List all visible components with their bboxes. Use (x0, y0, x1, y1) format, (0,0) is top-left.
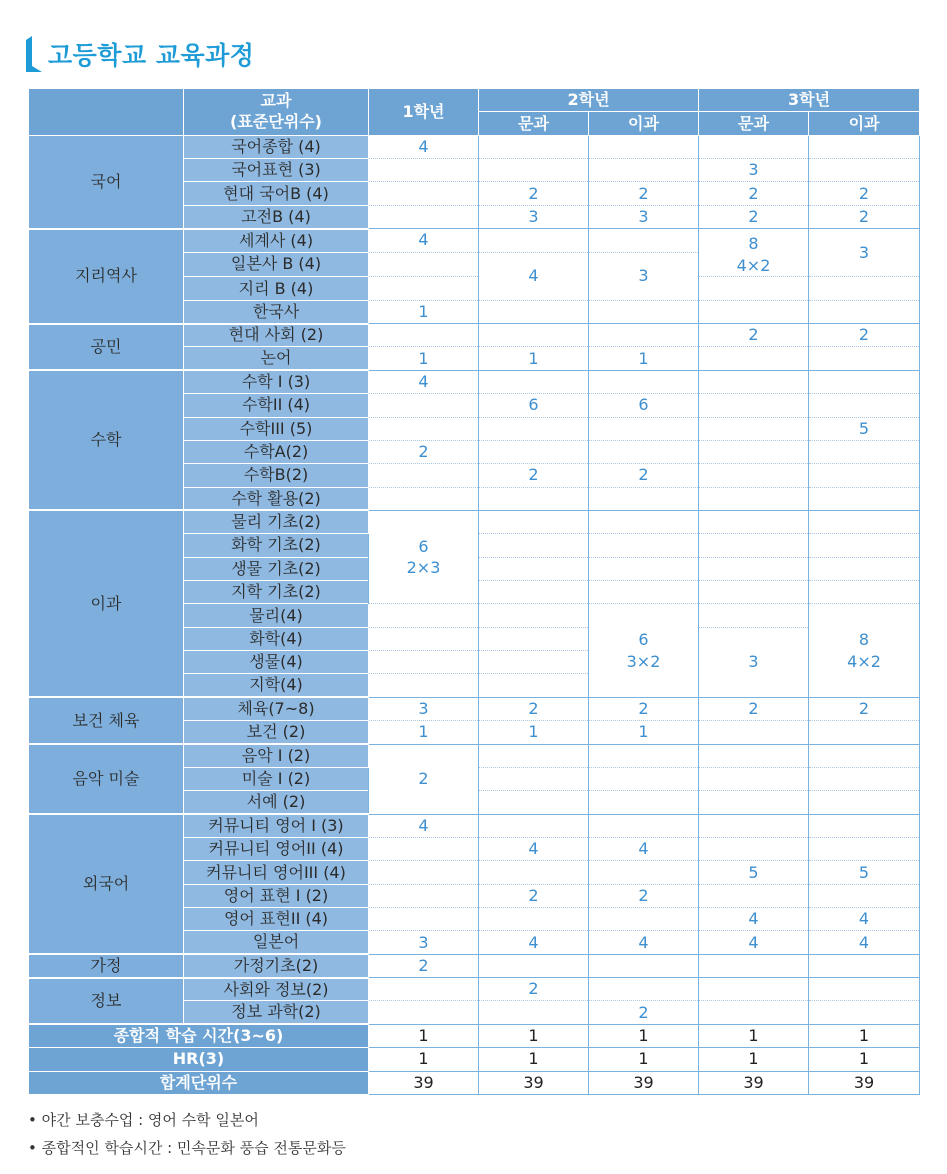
subject-name: 가정기초(2) (184, 954, 369, 977)
category-label: 수학 (29, 370, 184, 510)
value-grade2-humanities (479, 767, 589, 790)
subject-name: 커뮤니티 영어III (4) (184, 861, 369, 884)
value-grade2-humanities: 2 (479, 884, 589, 907)
total-label: 합계단위수 (29, 1071, 369, 1094)
value-grade1: 1 (369, 347, 479, 370)
value-grade1: 2 (369, 440, 479, 463)
value-grade1: 4 (369, 370, 479, 393)
value-grade3-science (809, 347, 920, 370)
value-grade2-science (589, 324, 699, 347)
value-grade3-science: 2 (809, 324, 920, 347)
total-value-grade2-humanities: 1 (479, 1048, 589, 1071)
value-grade2-science: 2 (589, 464, 699, 487)
subject-name: 영어 표현 I (2) (184, 884, 369, 907)
value-grade2-humanities: 3 (479, 205, 589, 228)
value-total: 6 (638, 630, 649, 649)
value-grade3-humanities (699, 557, 809, 580)
value-grade1 (369, 884, 479, 907)
value-grade3-science: 2 (809, 182, 920, 205)
header-grade2: 2학년 (479, 89, 699, 112)
subject-name: 물리(4) (184, 604, 369, 627)
category-label: 외국어 (29, 814, 184, 954)
header-grade3-humanities: 문과 (699, 112, 809, 135)
table-row (29, 978, 920, 1001)
value-grade2-humanities (479, 1001, 589, 1024)
value-grade1: 3 (369, 697, 479, 720)
table-row (29, 370, 920, 393)
value-grade2-science (589, 744, 699, 767)
table-row (29, 814, 920, 837)
total-value-grade3-humanities: 1 (699, 1024, 809, 1047)
subject-name: 국어표현 (3) (184, 159, 369, 182)
subject-name: 한국사 (184, 300, 369, 323)
value-grade3-science (809, 300, 920, 323)
subject-name: 미술 I (2) (184, 767, 369, 790)
value-grade3-science: 4 (809, 908, 920, 931)
value-grade3-science (809, 440, 920, 463)
value-grade3-humanities (699, 394, 809, 417)
value-grade3-humanities (699, 534, 809, 557)
value-grade2-science (589, 978, 699, 1001)
value-grade2-humanities: 4 (479, 252, 589, 300)
footnote-integrated-study: • 종합적인 학습시간 : 민속문화 풍습 전통문화등 (28, 1139, 346, 1157)
value-grade3-humanities (699, 954, 809, 977)
table-row (29, 135, 920, 158)
value-grade2-science (589, 557, 699, 580)
value-grade2-humanities (479, 159, 589, 182)
value-grade3-humanities (699, 487, 809, 510)
value-grade3-science (809, 487, 920, 510)
value-grade3-science (809, 604, 920, 697)
value-grade1: 4 (369, 814, 479, 837)
total-value-grade3-science: 1 (809, 1048, 920, 1071)
value-grade1 (369, 464, 479, 487)
value-grade3-humanities (699, 581, 809, 604)
total-value-grade2-science: 1 (589, 1024, 699, 1047)
subject-name: 현대 국어B (4) (184, 182, 369, 205)
value-grade3-humanities (699, 604, 809, 627)
value-grade1 (369, 252, 479, 277)
value-grade2-humanities (479, 908, 589, 931)
value-grade2-science (589, 135, 699, 158)
total-value-grade3-science: 1 (809, 1024, 920, 1047)
value-grade1: 2 (369, 954, 479, 977)
subject-name: 수학 I (3) (184, 370, 369, 393)
value-grade2-humanities (479, 604, 589, 627)
header-corner (29, 89, 184, 136)
value-grade2-science (589, 440, 699, 463)
value-grade2-science (589, 814, 699, 837)
value-breakdown: 4×2 (736, 255, 771, 275)
value-grade2-science: 6 (589, 394, 699, 417)
subject-name: 세계사 (4) (184, 229, 369, 252)
value-grade1 (369, 487, 479, 510)
header-subject (184, 89, 369, 136)
subject-name: 현대 사회 (2) (184, 324, 369, 347)
value-grade1 (369, 159, 479, 182)
value-grade2-humanities (479, 487, 589, 510)
total-value-grade2-humanities: 1 (479, 1024, 589, 1047)
curriculum-table-body (29, 89, 920, 1095)
subject-name: 생물 기초(2) (184, 557, 369, 580)
subject-name: 생물(4) (184, 651, 369, 674)
value-grade2-humanities (479, 370, 589, 393)
value-grade2-humanities (479, 861, 589, 884)
value-grade1 (369, 674, 479, 697)
page-title-text: 고등학교 교육과정 (48, 41, 255, 70)
value-grade2-humanities (479, 627, 589, 650)
value-grade2-humanities: 4 (479, 931, 589, 954)
value-grade2-humanities (479, 440, 589, 463)
value-grade2-humanities: 2 (479, 697, 589, 720)
value-grade2-science: 4 (589, 837, 699, 860)
category-label: 공민 (29, 324, 184, 371)
subject-name: 서예 (2) (184, 791, 369, 814)
value-grade2-humanities (479, 324, 589, 347)
value-grade1: 4 (369, 229, 479, 252)
value-grade2-science (589, 487, 699, 510)
value-grade1 (369, 1001, 479, 1024)
value-grade3-science (809, 814, 920, 837)
category-label: 지리역사 (29, 229, 184, 324)
value-grade1 (369, 182, 479, 205)
table-row (29, 510, 920, 533)
total-value-grade1: 1 (369, 1048, 479, 1071)
subject-name: 논어 (184, 347, 369, 370)
value-grade3-humanities: 2 (699, 324, 809, 347)
value-grade3-humanities: 5 (699, 861, 809, 884)
value-grade2-science (589, 581, 699, 604)
total-value-grade3-science: 39 (809, 1071, 920, 1094)
value-grade2-humanities (479, 814, 589, 837)
value-grade3-science (809, 744, 920, 767)
value-grade2-science (589, 159, 699, 182)
total-value-grade1: 1 (369, 1024, 479, 1047)
header-grade3: 3학년 (699, 89, 920, 112)
value-grade2-humanities (479, 135, 589, 158)
value-grade2-science (589, 604, 699, 697)
value-grade3-humanities (699, 884, 809, 907)
value-grade1 (369, 837, 479, 860)
table-row (29, 229, 920, 252)
value-grade3-science: 3 (809, 229, 920, 277)
value-grade2-science (589, 510, 699, 533)
value-grade2-science (589, 767, 699, 790)
value-grade2-science: 4 (589, 931, 699, 954)
value-total: 6 (418, 536, 429, 556)
header-row-top (29, 89, 920, 112)
value-grade1 (369, 394, 479, 417)
value-grade3-science (809, 954, 920, 977)
value-grade1: 1 (369, 721, 479, 744)
value-grade1 (369, 277, 479, 300)
value-grade2-science: 2 (589, 884, 699, 907)
curriculum-table (28, 88, 920, 1095)
value-grade1 (369, 417, 479, 440)
value-grade2-science: 2 (589, 697, 699, 720)
value-grade2-humanities (479, 229, 589, 252)
value-grade2-humanities: 2 (479, 978, 589, 1001)
value-grade3-science (809, 557, 920, 580)
value-grade2-science: 1 (589, 347, 699, 370)
value-grade2-science (589, 417, 699, 440)
value-grade3-humanities (699, 510, 809, 533)
value-grade2-humanities: 1 (479, 347, 589, 370)
table-row (29, 744, 920, 767)
header-grade3-science: 이과 (809, 112, 920, 135)
value-grade1: 1 (369, 300, 479, 323)
value-grade1 (369, 205, 479, 228)
value-grade2-science: 1 (589, 721, 699, 744)
value-grade3-humanities: 2 (699, 182, 809, 205)
value-grade3-humanities: 2 (699, 205, 809, 228)
value-grade3-science (809, 884, 920, 907)
value-grade2-humanities (479, 510, 589, 533)
category-label: 보건 체육 (29, 697, 184, 744)
value-grade3-humanities (699, 978, 809, 1001)
title-corner-icon (26, 36, 42, 72)
value-grade2-humanities (479, 791, 589, 814)
total-row (29, 1024, 920, 1047)
subject-name: 수학III (5) (184, 417, 369, 440)
value-grade3-science (809, 394, 920, 417)
header-grade2-humanities: 문과 (479, 112, 589, 135)
value-grade2-humanities (479, 581, 589, 604)
value-grade1: 3 (369, 931, 479, 954)
page-title (26, 34, 254, 74)
value-grade3-science (809, 510, 920, 533)
value-grade2-humanities: 4 (479, 837, 589, 860)
value-grade2-science: 2 (589, 1001, 699, 1024)
value-grade3-humanities (699, 440, 809, 463)
subject-name: 수학 활용(2) (184, 487, 369, 510)
value-grade3-science: 2 (809, 205, 920, 228)
value-grade2-humanities: 6 (479, 394, 589, 417)
value-grade3-science: 5 (809, 861, 920, 884)
value-grade2-humanities (479, 744, 589, 767)
table-row (29, 697, 920, 720)
subject-name: 수학B(2) (184, 464, 369, 487)
category-label: 국어 (29, 135, 184, 228)
value-grade2-humanities (479, 417, 589, 440)
table-row (29, 324, 920, 347)
value-grade3-humanities: 3 (699, 627, 809, 697)
header-grade2-science: 이과 (589, 112, 699, 135)
subject-name: 지리 B (4) (184, 277, 369, 300)
subject-name: 화학(4) (184, 627, 369, 650)
category-label: 음악 미술 (29, 744, 184, 814)
value-grade2-science (589, 791, 699, 814)
total-label: 종합적 학습 시간(3~6) (29, 1024, 369, 1047)
category-label: 가정 (29, 954, 184, 977)
category-label: 정보 (29, 978, 184, 1025)
subject-name: 일본어 (184, 931, 369, 954)
value-grade3-science (809, 581, 920, 604)
value-grade3-science (809, 370, 920, 393)
value-grade1: 4 (369, 135, 479, 158)
value-breakdown: 2×3 (406, 558, 441, 578)
value-grade3-humanities (699, 300, 809, 323)
value-grade3-science: 4 (809, 931, 920, 954)
value-grade2-science (589, 534, 699, 557)
subject-name: 체육(7~8) (184, 697, 369, 720)
value-grade3-humanities: 2 (699, 697, 809, 720)
subject-name: 지학 기초(2) (184, 581, 369, 604)
value-grade1 (369, 510, 479, 603)
footnote-night-class: • 야간 보충수업 : 영어 수학 일본어 (28, 1111, 259, 1129)
value-grade3-science (809, 837, 920, 860)
subject-name: 화학 기초(2) (184, 534, 369, 557)
subject-name: 수학A(2) (184, 440, 369, 463)
subject-name: 고전B (4) (184, 205, 369, 228)
value-grade1 (369, 324, 479, 347)
value-grade2-science (589, 300, 699, 323)
value-grade1 (369, 978, 479, 1001)
total-value-grade3-humanities: 39 (699, 1071, 809, 1094)
total-value-grade1: 39 (369, 1071, 479, 1094)
subject-name: 사회와 정보(2) (184, 978, 369, 1001)
subject-name: 지학(4) (184, 674, 369, 697)
value-grade2-humanities (479, 674, 589, 697)
value-grade2-science (589, 229, 699, 252)
total-value-grade2-science: 39 (589, 1071, 699, 1094)
value-grade2-science: 3 (589, 205, 699, 228)
value-breakdown: 3×2 (626, 651, 661, 671)
subject-name: 음악 I (2) (184, 744, 369, 767)
value-grade3-humanities (699, 277, 809, 300)
value-grade2-science (589, 370, 699, 393)
value-grade3-humanities (699, 417, 809, 440)
value-grade3-humanities: 3 (699, 159, 809, 182)
value-grade2-humanities (479, 651, 589, 674)
value-grade1: 2 (369, 744, 479, 814)
value-grade3-science (809, 721, 920, 744)
subject-name: 커뮤니티 영어II (4) (184, 837, 369, 860)
subject-name: 정보 과학(2) (184, 1001, 369, 1024)
value-grade3-science (809, 978, 920, 1001)
subject-name: 물리 기초(2) (184, 510, 369, 533)
total-value-grade2-science: 1 (589, 1048, 699, 1071)
value-grade3-science: 2 (809, 697, 920, 720)
value-grade2-science (589, 861, 699, 884)
value-grade3-humanities (699, 464, 809, 487)
value-grade3-humanities (699, 1001, 809, 1024)
subject-name: 일본사 B (4) (184, 252, 369, 277)
value-grade3-humanities (699, 229, 809, 277)
subject-name: 커뮤니티 영어 I (3) (184, 814, 369, 837)
footnotes (28, 1106, 346, 1162)
value-grade2-humanities (479, 534, 589, 557)
value-grade3-humanities (699, 744, 809, 767)
value-grade2-humanities: 2 (479, 182, 589, 205)
subject-name: 보건 (2) (184, 721, 369, 744)
value-total: 8 (858, 630, 870, 649)
value-grade3-humanities (699, 721, 809, 744)
value-grade3-humanities (699, 837, 809, 860)
value-grade1 (369, 627, 479, 650)
value-grade2-science: 3 (589, 252, 699, 300)
total-value-grade2-humanities: 39 (479, 1071, 589, 1094)
total-value-grade3-humanities: 1 (699, 1048, 809, 1071)
value-grade3-science (809, 534, 920, 557)
value-grade2-science (589, 954, 699, 977)
value-grade3-science: 5 (809, 417, 920, 440)
value-grade2-humanities (479, 557, 589, 580)
value-grade3-science (809, 135, 920, 158)
value-grade2-science: 2 (589, 182, 699, 205)
category-label: 이과 (29, 510, 184, 697)
total-row (29, 1048, 920, 1071)
value-grade3-humanities (699, 767, 809, 790)
value-grade3-humanities: 4 (699, 931, 809, 954)
total-row (29, 1071, 920, 1094)
total-label: HR(3) (29, 1048, 369, 1071)
value-grade1 (369, 908, 479, 931)
value-grade3-science (809, 464, 920, 487)
header-subject-units: (표준단위수) (230, 111, 322, 131)
table-row (29, 954, 920, 977)
value-grade3-science (809, 277, 920, 300)
subject-name: 영어 표현II (4) (184, 908, 369, 931)
header-subject-label: 교과 (260, 91, 292, 111)
value-grade1 (369, 861, 479, 884)
value-grade3-humanities (699, 347, 809, 370)
value-grade3-science (809, 159, 920, 182)
value-total: 8 (748, 234, 759, 254)
value-grade3-humanities (699, 814, 809, 837)
value-breakdown: 4×2 (847, 651, 881, 671)
value-grade3-science (809, 767, 920, 790)
value-grade2-humanities (479, 300, 589, 323)
value-grade3-humanities: 4 (699, 908, 809, 931)
subject-name: 수학II (4) (184, 394, 369, 417)
subject-name: 국어종합 (4) (184, 135, 369, 158)
value-grade3-science (809, 791, 920, 814)
value-grade1 (369, 651, 479, 674)
value-grade1 (369, 604, 479, 627)
value-grade2-humanities: 1 (479, 721, 589, 744)
value-grade2-humanities: 2 (479, 464, 589, 487)
value-grade3-humanities (699, 370, 809, 393)
value-grade2-science (589, 908, 699, 931)
value-grade3-science (809, 1001, 920, 1024)
value-grade2-humanities (479, 954, 589, 977)
value-grade3-humanities (699, 135, 809, 158)
header-grade1: 1학년 (369, 89, 479, 136)
value-grade3-humanities (699, 791, 809, 814)
